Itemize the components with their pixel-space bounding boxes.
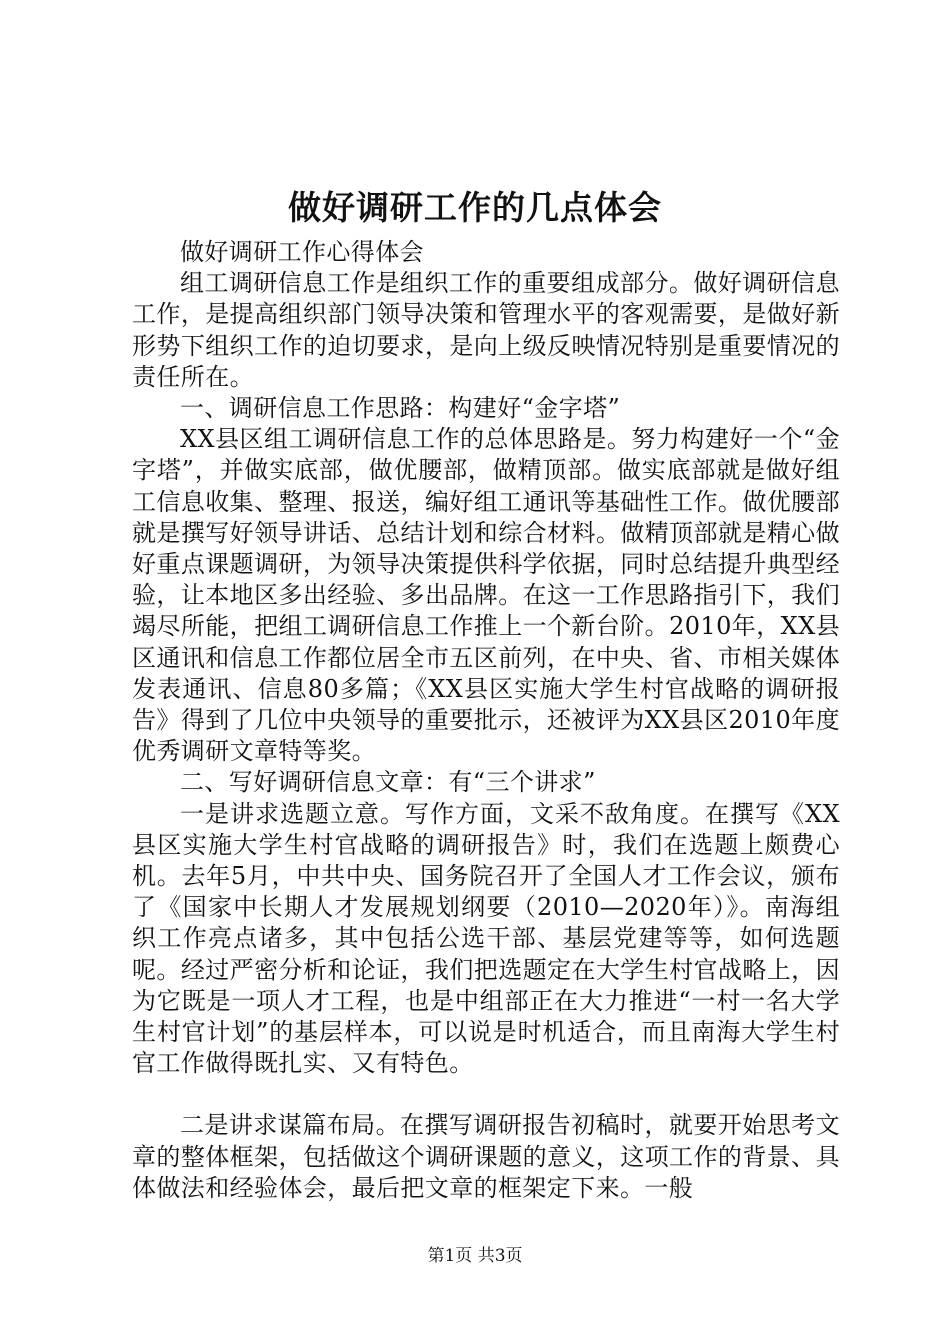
section-heading-1: 一、调研信息工作思路：构建好“金字塔” — [180, 394, 621, 423]
paragraph-point-1: 一是讲求选题立意。写作方面，文采不敌角度。在撰写《XX县区实施大学生村官战略的调研报告》时，我们在选题上颇费心机。去年5月，中共中央、国务院召开了全国人才工作会议，颁布了《国家中长期人才发展规划纲要（2010—2020年）》。南海组织工作亮点诸多，其中包括公选干部、基层党建等等，如何选题呢。经过严密分析和论证，我们把选题定在大学生村官战略上，因为它既是一项人才工程，也是中组部正在大力推进“一村一名大学生村官计划”的基层样本，可以说是时机适合，而且南海大学生村官工作做得既扎实、又有特色。 — [132, 799, 840, 1078]
paragraph-point-2: 二是讲求谋篇布局。在撰写调研报告初稿时，就要开始思考文章的整体框架，包括做这个调研课题的意义，这项工作的背景、具体做法和经验体会，最后把文章的框架定下来。一般 — [132, 1111, 840, 1202]
paragraph-intro: 组工调研信息工作是组织工作的重要组成部分。做好调研信息工作，是提高组织部门领导决策和管理水平的客观需要，是做好新形势下组织工作的迫切要求，是向上级反映情况特别是重要情况的责任所在。 — [132, 269, 840, 391]
paragraph-subtitle: 做好调研工作心得体会 — [180, 238, 424, 266]
document-body — [132, 237, 840, 1204]
page-number-footer: 第1页 共3页 — [427, 1246, 523, 1266]
paragraph-section-1: XX县区组工调研信息工作的总体思路是。努力构建好一个“金字塔”，并做实底部，做优腰部，做精顶部。做实底部就是做好组工信息收集、整理、报送，编好组工通讯等基础性工作。做优腰部就是撰写好领导讲话、总结计划和综合材料。做精顶部就是精心做好重点课题调研，为领导决策提供科学依据，同时总结提升典型经验，让本地区多出经验、多出品牌。在这一工作思路指引下，我们竭尽所能，把组工调研信息工作推上一个新台阶。2010年，XX县区通讯和信息工作都位居全市五区前列，在中央、省、市相关媒体发表通讯、信息80多篇；《XX县区实施大学生村官战略的调研报告》得到了几位中央领导的重要批示，还被评为XX县区2010年度优秀调研文章特等奖。 — [132, 425, 840, 766]
document-title: 做好调研工作的几点体会 — [288, 188, 662, 227]
section-heading-2: 二、写好调研信息文章：有“三个讲求” — [180, 768, 596, 797]
